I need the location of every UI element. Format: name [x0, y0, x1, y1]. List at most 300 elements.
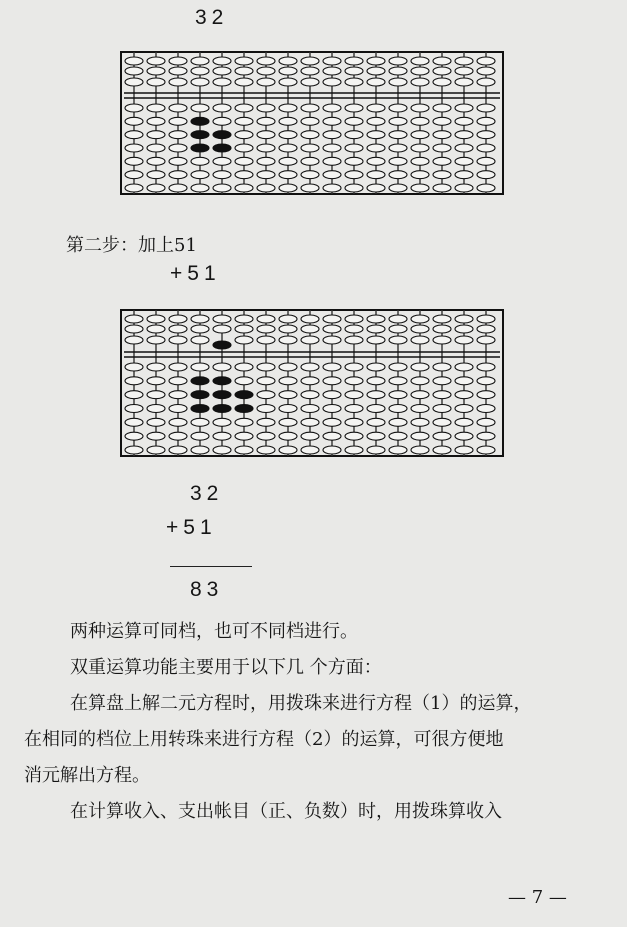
abacus-bead — [147, 432, 165, 440]
abacus-bead — [367, 67, 385, 75]
abacus-bead — [455, 405, 473, 413]
abacus-bead — [169, 104, 187, 112]
step2-number: +51 — [170, 262, 221, 285]
abacus-bead — [125, 391, 143, 399]
abacus-bead — [477, 363, 495, 371]
abacus-bead — [169, 336, 187, 344]
paragraph-1: 两种运算可同档，也可不同档进行。 — [70, 621, 358, 642]
abacus-bead — [345, 446, 363, 454]
abacus-bead — [235, 363, 253, 371]
abacus-bead — [279, 418, 297, 426]
abacus-bead — [389, 446, 407, 454]
abacus-bead — [213, 78, 231, 86]
abacus-bead — [125, 418, 143, 426]
abacus-bead — [367, 78, 385, 86]
abacus-bead — [345, 171, 363, 179]
abacus-bead — [279, 117, 297, 125]
abacus-bead — [125, 315, 143, 323]
abacus-bead — [191, 157, 209, 165]
calc-operand-2: +51 — [166, 516, 217, 539]
abacus-bead — [301, 131, 319, 139]
abacus-bead — [455, 184, 473, 192]
abacus-bead — [169, 184, 187, 192]
abacus-bead — [433, 117, 451, 125]
abacus-bead — [169, 363, 187, 371]
abacus-bead — [191, 325, 209, 333]
abacus-bead — [367, 363, 385, 371]
abacus-bead — [235, 117, 253, 125]
abacus-bead — [257, 432, 275, 440]
abacus-bead — [433, 315, 451, 323]
abacus-bead — [323, 391, 341, 399]
abacus-bead — [235, 57, 253, 65]
abacus-bead — [169, 131, 187, 139]
abacus-bead — [235, 78, 253, 86]
abacus-bead — [345, 405, 363, 413]
abacus-bead — [345, 377, 363, 385]
abacus-bead — [235, 315, 253, 323]
abacus-bead — [279, 391, 297, 399]
abacus-bead — [147, 117, 165, 125]
abacus-bead — [455, 67, 473, 75]
abacus-bead — [301, 57, 319, 65]
abacus-bead — [389, 405, 407, 413]
abacus-bead — [147, 67, 165, 75]
abacus-bead — [147, 325, 165, 333]
abacus-bead — [147, 184, 165, 192]
abacus-bead-set — [235, 405, 253, 413]
abacus-diagram-1 — [120, 48, 504, 198]
abacus-bead — [235, 157, 253, 165]
abacus-bead — [213, 432, 231, 440]
abacus-bead — [279, 171, 297, 179]
abacus-bead — [477, 117, 495, 125]
abacus-bead — [433, 67, 451, 75]
abacus-bead — [235, 325, 253, 333]
abacus-bead — [125, 432, 143, 440]
abacus-bead — [125, 377, 143, 385]
abacus-bead — [235, 131, 253, 139]
abacus-bead — [367, 131, 385, 139]
abacus-bead — [477, 391, 495, 399]
abacus-bead — [169, 377, 187, 385]
abacus-bead — [389, 184, 407, 192]
abacus-bead — [279, 315, 297, 323]
abacus-bead — [301, 184, 319, 192]
abacus-bead-set — [213, 377, 231, 385]
abacus-bead — [301, 325, 319, 333]
abacus-bead — [301, 432, 319, 440]
abacus-bead-set — [191, 144, 209, 152]
abacus-bead — [323, 67, 341, 75]
abacus-bead — [257, 171, 275, 179]
abacus-bead — [433, 432, 451, 440]
abacus-bead — [213, 315, 231, 323]
abacus-bead — [367, 405, 385, 413]
abacus-bead — [455, 432, 473, 440]
abacus-bead — [279, 67, 297, 75]
abacus-bead — [235, 171, 253, 179]
abacus-bead-set — [191, 405, 209, 413]
abacus-bead — [257, 184, 275, 192]
abacus-bead — [345, 104, 363, 112]
abacus-bead — [257, 57, 275, 65]
abacus-bead — [279, 325, 297, 333]
abacus-bead — [323, 446, 341, 454]
abacus-bead — [477, 184, 495, 192]
abacus-bead — [147, 157, 165, 165]
abacus-bead — [323, 432, 341, 440]
abacus-bead — [411, 184, 429, 192]
abacus-bead — [477, 377, 495, 385]
abacus-bead — [367, 418, 385, 426]
abacus-bead — [169, 171, 187, 179]
abacus-bead — [213, 104, 231, 112]
abacus-bead — [169, 446, 187, 454]
abacus-bead — [235, 336, 253, 344]
abacus-bead — [411, 144, 429, 152]
abacus-bead — [367, 144, 385, 152]
abacus-bead — [147, 405, 165, 413]
abacus-bead — [411, 171, 429, 179]
abacus-bead — [367, 157, 385, 165]
abacus-bead — [213, 325, 231, 333]
abacus-bead — [389, 171, 407, 179]
abacus-bead — [323, 117, 341, 125]
abacus-bead — [455, 144, 473, 152]
abacus-bead — [147, 391, 165, 399]
abacus-bead — [455, 336, 473, 344]
abacus-bead — [367, 171, 385, 179]
abacus-bead — [367, 184, 385, 192]
abacus-bead — [455, 446, 473, 454]
abacus-bead — [345, 131, 363, 139]
abacus-bead — [191, 363, 209, 371]
abacus-bead — [323, 418, 341, 426]
abacus-bead — [455, 171, 473, 179]
abacus-bead — [411, 363, 429, 371]
abacus-bead — [411, 418, 429, 426]
abacus-bead — [455, 363, 473, 371]
abacus-bead — [279, 336, 297, 344]
abacus-bead — [279, 157, 297, 165]
abacus-bead — [125, 144, 143, 152]
abacus-bead — [455, 418, 473, 426]
abacus-bead — [389, 131, 407, 139]
abacus-bead — [411, 157, 429, 165]
abacus-bead — [433, 171, 451, 179]
abacus-bead — [279, 432, 297, 440]
abacus-bead — [125, 184, 143, 192]
abacus-bead — [257, 315, 275, 323]
abacus-bead — [477, 104, 495, 112]
abacus-bead — [191, 315, 209, 323]
abacus-bead — [345, 325, 363, 333]
abacus-bead — [477, 78, 495, 86]
paragraph-2: 双重运算功能主要用于以下几 个方面： — [70, 657, 382, 678]
abacus-bead — [345, 57, 363, 65]
abacus-bead — [477, 418, 495, 426]
abacus-bead-set — [191, 391, 209, 399]
abacus-bead — [455, 391, 473, 399]
abacus-bead — [169, 144, 187, 152]
abacus-bead — [191, 67, 209, 75]
abacus-bead — [301, 336, 319, 344]
abacus-bead — [323, 171, 341, 179]
abacus-bead — [147, 171, 165, 179]
abacus-bead — [235, 184, 253, 192]
abacus-bead — [389, 157, 407, 165]
abacus-bead — [235, 432, 253, 440]
abacus-bead — [279, 144, 297, 152]
abacus-bead — [191, 418, 209, 426]
abacus-bead — [279, 363, 297, 371]
abacus-bead — [477, 336, 495, 344]
abacus-bead — [213, 57, 231, 65]
abacus-bead — [257, 377, 275, 385]
abacus-bead — [279, 377, 297, 385]
paragraph-3-line-3: 消元解出方程。 — [24, 765, 150, 786]
abacus-bead — [279, 446, 297, 454]
abacus-bead — [213, 157, 231, 165]
abacus-bead — [191, 184, 209, 192]
abacus-bead — [301, 78, 319, 86]
abacus-bead — [301, 144, 319, 152]
abacus-bead — [257, 405, 275, 413]
abacus-bead — [411, 67, 429, 75]
abacus-bead — [345, 391, 363, 399]
abacus-bead — [169, 315, 187, 323]
abacus-bead — [455, 325, 473, 333]
abacus-bead — [477, 131, 495, 139]
abacus-bead — [455, 315, 473, 323]
abacus-bead — [477, 315, 495, 323]
abacus-bead — [323, 157, 341, 165]
abacus-bead — [455, 117, 473, 125]
abacus-bead — [345, 117, 363, 125]
abacus-bead — [477, 144, 495, 152]
abacus-bead — [169, 117, 187, 125]
abacus-bead — [323, 57, 341, 65]
abacus-bead — [367, 315, 385, 323]
abacus-bead — [411, 117, 429, 125]
abacus-bead — [213, 117, 231, 125]
abacus-bead — [301, 157, 319, 165]
abacus-bead — [147, 131, 165, 139]
abacus-bead — [301, 446, 319, 454]
abacus-bead — [433, 131, 451, 139]
abacus-bead — [147, 315, 165, 323]
abacus-bead — [389, 363, 407, 371]
abacus-bead — [279, 184, 297, 192]
paragraph-3-line-2: 在相同的档位上用转珠来进行方程（2）的运算，可很方便地 — [24, 729, 504, 750]
abacus-bead — [389, 78, 407, 86]
abacus-bead — [477, 57, 495, 65]
abacus-bead — [455, 104, 473, 112]
abacus-bead — [147, 363, 165, 371]
abacus-bead — [433, 78, 451, 86]
abacus-bead — [257, 363, 275, 371]
abacus-bead — [433, 144, 451, 152]
abacus-bead — [279, 104, 297, 112]
abacus-bead — [169, 78, 187, 86]
abacus-bead — [147, 104, 165, 112]
abacus-bead — [477, 432, 495, 440]
abacus-bead — [125, 405, 143, 413]
abacus-bead-set — [191, 131, 209, 139]
abacus-bead — [213, 418, 231, 426]
abacus-bead — [235, 377, 253, 385]
abacus-bead — [213, 171, 231, 179]
abacus-bead — [411, 446, 429, 454]
abacus-bead — [389, 325, 407, 333]
abacus-bead — [345, 157, 363, 165]
abacus-bead — [301, 391, 319, 399]
abacus-bead — [125, 363, 143, 371]
abacus-bead — [147, 144, 165, 152]
abacus-bead — [235, 144, 253, 152]
abacus-bead — [147, 377, 165, 385]
abacus-bead — [257, 131, 275, 139]
abacus-bead — [191, 104, 209, 112]
abacus-bead-set — [213, 405, 231, 413]
abacus-bead-set — [213, 144, 231, 152]
abacus-bead — [433, 104, 451, 112]
abacus-bead — [411, 57, 429, 65]
abacus-bead — [389, 104, 407, 112]
abacus-bead — [389, 67, 407, 75]
abacus-bead — [147, 446, 165, 454]
abacus-bead — [147, 336, 165, 344]
abacus-bead — [257, 446, 275, 454]
abacus-bead — [345, 144, 363, 152]
abacus-bead — [367, 336, 385, 344]
abacus-bead — [125, 336, 143, 344]
abacus-bead — [433, 377, 451, 385]
abacus-bead — [477, 67, 495, 75]
abacus-bead — [125, 446, 143, 454]
abacus-bead — [389, 57, 407, 65]
abacus-bead — [257, 157, 275, 165]
abacus-bead — [389, 377, 407, 385]
abacus-bead — [411, 325, 429, 333]
abacus-bead — [125, 325, 143, 333]
abacus-bead — [345, 336, 363, 344]
abacus-bead — [323, 131, 341, 139]
abacus-bead — [367, 391, 385, 399]
abacus-bead — [411, 391, 429, 399]
abacus-bead — [345, 432, 363, 440]
abacus-bead — [433, 325, 451, 333]
abacus-bead — [169, 57, 187, 65]
abacus-bead — [389, 117, 407, 125]
abacus-bead — [301, 315, 319, 323]
abacus-bead — [169, 157, 187, 165]
abacus-bead — [477, 157, 495, 165]
abacus-bead — [323, 184, 341, 192]
abacus-bead-set — [235, 391, 253, 399]
abacus-bead — [169, 418, 187, 426]
abacus-bead — [235, 67, 253, 75]
abacus-bead — [433, 391, 451, 399]
abacus-bead — [169, 391, 187, 399]
abacus-bead — [367, 432, 385, 440]
abacus-bead — [345, 78, 363, 86]
abacus-bead — [345, 315, 363, 323]
abacus-bead — [411, 131, 429, 139]
abacus-diagram-2 — [120, 306, 504, 460]
abacus-bead — [367, 57, 385, 65]
abacus-bead — [235, 104, 253, 112]
abacus-bead — [125, 78, 143, 86]
abacus-bead — [125, 157, 143, 165]
abacus-bead — [477, 405, 495, 413]
abacus-bead — [257, 391, 275, 399]
abacus-bead — [191, 432, 209, 440]
abacus-bead — [301, 405, 319, 413]
abacus-bead — [345, 363, 363, 371]
abacus-bead — [389, 418, 407, 426]
abacus-bead — [323, 377, 341, 385]
abacus-bead — [477, 446, 495, 454]
abacus-bead — [367, 117, 385, 125]
abacus-bead — [125, 104, 143, 112]
abacus-bead — [301, 363, 319, 371]
abacus-bead — [411, 432, 429, 440]
abacus-bead — [235, 418, 253, 426]
abacus-bead — [323, 336, 341, 344]
abacus-bead — [301, 418, 319, 426]
abacus-bead — [147, 78, 165, 86]
abacus-bead — [433, 446, 451, 454]
abacus-bead — [345, 418, 363, 426]
abacus-bead — [433, 157, 451, 165]
abacus-bead-set — [213, 391, 231, 399]
abacus-bead — [323, 363, 341, 371]
abacus-bead — [301, 117, 319, 125]
abacus-bead — [257, 144, 275, 152]
abacus-bead — [257, 336, 275, 344]
abacus-bead — [323, 405, 341, 413]
abacus-bead — [367, 446, 385, 454]
abacus-bead — [323, 144, 341, 152]
abacus-bead — [257, 418, 275, 426]
abacus-bead — [323, 325, 341, 333]
abacus-bead — [257, 117, 275, 125]
calc-operand-1: 32 — [190, 482, 224, 505]
abacus-bead — [169, 325, 187, 333]
abacus-bead — [411, 104, 429, 112]
abacus-bead — [301, 104, 319, 112]
abacus-bead — [433, 336, 451, 344]
abacus-bead — [389, 432, 407, 440]
abacus-bead — [389, 336, 407, 344]
abacus-bead — [147, 418, 165, 426]
abacus-bead — [323, 104, 341, 112]
abacus-bead — [411, 336, 429, 344]
abacus-bead — [125, 171, 143, 179]
abacus-bead — [455, 57, 473, 65]
abacus-bead — [433, 418, 451, 426]
abacus-bead — [411, 405, 429, 413]
diagram1-number: 32 — [195, 6, 229, 29]
abacus-bead — [279, 131, 297, 139]
abacus-bead — [191, 57, 209, 65]
abacus-bead — [301, 377, 319, 385]
page-number: — 7 — — [508, 887, 567, 908]
step-title: 第二步：加上51 — [66, 235, 197, 256]
abacus-bead — [367, 325, 385, 333]
